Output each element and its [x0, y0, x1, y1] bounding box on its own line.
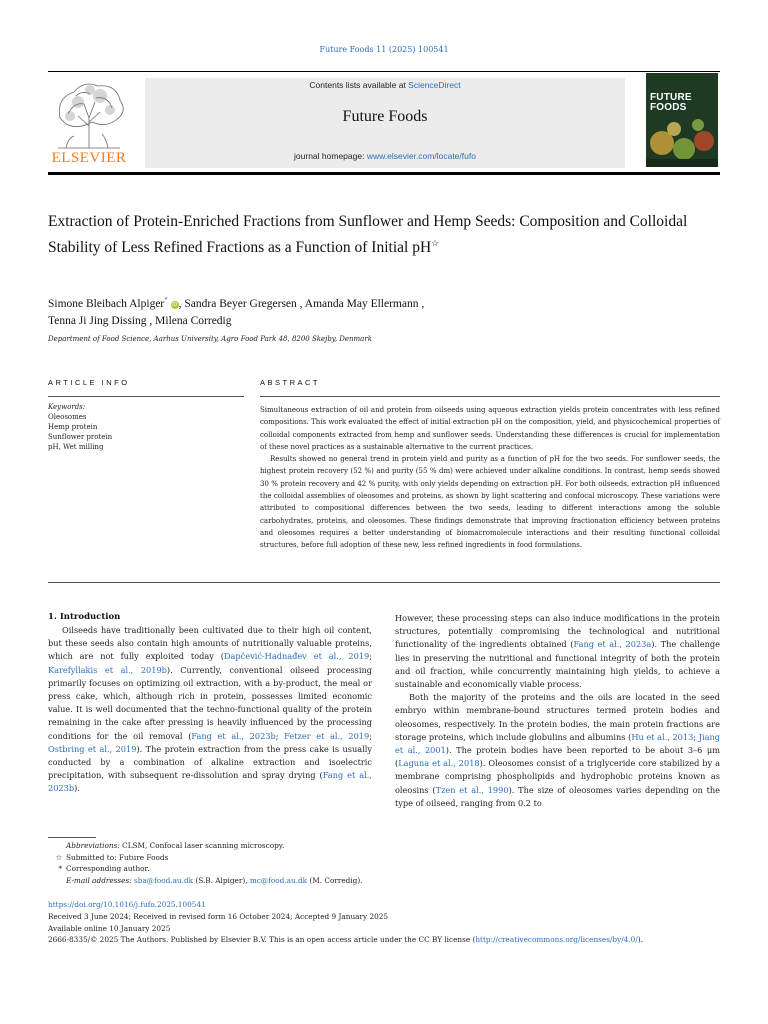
citation-link[interactable]: Dapčević-Hadnađev et al., 2019 — [223, 651, 370, 662]
citation-link[interactable]: Fang et al., 2023b — [191, 730, 276, 741]
body-paragraph — [48, 624, 372, 796]
citation-link[interactable]: Laguna et al., 2018 — [398, 758, 480, 769]
text-run: ; — [693, 731, 699, 742]
footnote-submitted — [52, 852, 712, 864]
text-run: ). The challenge lies in preserving the nutritional and functional integrity of both the protein and oil fraction, while concurrently maintaining high yields, to achieve a sustainable and economically viable process. — [395, 639, 720, 690]
body-column-right — [395, 612, 720, 810]
section-heading-introduction: 1. Introduction — [48, 612, 121, 622]
doi-link[interactable]: https://doi.org/10.1016/j.fufo.2025.100541 — [48, 900, 206, 909]
text-run: ; — [369, 651, 372, 662]
article-title — [48, 212, 708, 258]
journal-homepage-link[interactable]: www.elsevier.com/locate/fufo — [366, 151, 476, 161]
license-line — [48, 934, 720, 946]
author-name[interactable]: Amanda May Ellermann — [304, 297, 419, 310]
keywords-block — [48, 402, 244, 452]
text-run: Oilseeds have traditionally been cultivated due to their high oil content, but these seeds also contain high amounts of nutritionally valuable proteins, which are not fully exploited today ( — [48, 625, 372, 662]
keywords-label: Keywords: — [48, 403, 86, 411]
footnote-abbreviations — [52, 840, 712, 852]
abstract-bottom-rule — [48, 582, 720, 583]
citation-link[interactable]: Fang et al., 2023a — [573, 639, 652, 650]
footnote-corresponding — [52, 863, 712, 875]
author-name[interactable]: Milena Corredig — [155, 314, 232, 327]
footnote-text: Corresponding author. — [66, 864, 150, 873]
abstract-body — [260, 404, 720, 552]
author-name[interactable]: Sandra Beyer Gregersen — [184, 297, 297, 310]
contents-line — [145, 80, 625, 90]
footnote-rule — [48, 837, 96, 838]
affiliation: Department of Food Science, Aarhus University, Agro Food Park 48, 8200 Skejby, Denmark — [48, 335, 372, 343]
keyword-item: pH, Wet milling — [48, 443, 104, 451]
citation-link[interactable]: Ostbring et al., 2019 — [48, 743, 137, 754]
online-date: Available online 10 January 2025 — [48, 923, 171, 933]
footnote-text: (M. Corredig). — [307, 875, 363, 885]
footnote-text: CLSM, Confocal laser scanning microscopy. — [119, 841, 285, 850]
article-title-text: Extraction of Protein-Enriched Fractions from Sunflower and Hemp Seeds: Composition and Colloidal Stability of Less Refined Fractions as a Function of Initial pH — [48, 213, 688, 256]
abstract-rule — [260, 396, 720, 397]
citation-link[interactable]: Jiang et al., 2001 — [395, 731, 720, 756]
header-thick-rule — [48, 172, 720, 175]
email-link[interactable]: sba@food.au.dk — [134, 875, 194, 885]
elsevier-tree-icon — [48, 78, 130, 150]
author-list: Simone Bleibach Alpiger* iD , Sandra Beyer Gregersen , Amanda May Ellermann , Tenna Ji Jing Dissing , Milena Corredig — [48, 296, 425, 327]
citation-link[interactable]: Fang et al., 2023b — [48, 770, 372, 794]
abstract-paragraph: Results showed no general trend in protein yield and purity as a function of pH for the two seeds. For sunflower seeds, the highest protein recovery (52 %) and purity (55 % dm) were achieved under alkaline conditions. In contrast, hemp seeds showed 30 % protein recovery and 42 % purity, with only yields depending on extraction pH. For both oilseeds, extraction pH influenced the colloidal assemblies of oleosomes and proteins, as shown by light scattering and confocal microscopy. These variations were attributed to compositional differences between the two seeds, leading to different interactions among the soluble carbohydrates, proteins, and oleosomes. These findings demonstrate that improving fractionation efficiency between proteins and oleosomes requires a better understanding of biomacromolecule interactions and their resulting functional colloidal structures, before full adoption of these new, less refined ingredients in food formulations. — [260, 455, 720, 550]
keyword-item: Hemp protein — [48, 423, 98, 431]
body-column-left — [48, 624, 372, 796]
homepage-line — [145, 151, 625, 161]
footnote-symbol: ☆ — [55, 852, 62, 862]
license-link[interactable]: http://creativecommons.org/licenses/by/4.0/ — [475, 935, 638, 945]
text-run: ). The protein extraction from the press cake is usually conducted by a combination of alkaline extraction and isoelectric precipitation, with subsequent re-dissolution and spray drying ( — [48, 743, 372, 781]
article-info-rule — [48, 396, 244, 397]
footnote-label: Abbreviations: — [66, 841, 120, 850]
orcid-icon[interactable]: iD — [172, 301, 177, 308]
journal-title: Future Foods — [342, 108, 428, 125]
footnote-text: Submitted to: Future Foods — [66, 852, 169, 862]
text-run: ). The protein bodies have been reported to be about 3–6 μm ( — [395, 745, 720, 769]
abstract-heading: ABSTRACT — [260, 378, 321, 387]
text-run: ). Oleosomes consist of a triglyceride core stabilized by a membrane comprising phospholipids and hydrophobic proteins known as oleosins ( — [395, 758, 720, 795]
text-run: ). Currently, conventional oilseed processing primarily focuses on optimizing oil extraction, with a by-product, the meal or press cake, which, although rich in protein, possesses limited economic value. It is well documented that the techno-functional quality of the protein remaining in the cake after pressing is heavily influenced by the processing conditions for the oil removal ( — [48, 664, 372, 741]
publisher-logo-text: ELSEVIER — [51, 150, 127, 166]
title-footnote-mark[interactable]: ☆ — [431, 237, 440, 248]
corresponding-mark[interactable]: * — [164, 296, 168, 304]
citation-link[interactable]: Tzen et al., 1990 — [435, 784, 509, 795]
article-info-heading: ARTICLE INFO — [48, 378, 130, 387]
email-link[interactable]: mc@food.au.dk — [249, 875, 308, 885]
author-name[interactable]: Tenna Ji Jing Dissing — [48, 314, 147, 327]
text-run: However, these processing steps can also induce modifications in the protein structures, potentially compromising the technological and nutritional functionality of the ingredients obtained ( — [395, 613, 720, 650]
publication-info — [48, 899, 720, 946]
footnote-symbol: * — [58, 864, 62, 873]
citation-link[interactable]: Fetzer et al., 2019 — [284, 730, 370, 741]
license-text: ). — [637, 935, 643, 945]
keyword-item: Sunflower protein — [48, 433, 113, 441]
cover-food-icon — [646, 73, 718, 167]
received-dates: Received 3 June 2024; Received in revised form 16 October 2024; Accepted 9 January 2025 — [48, 911, 389, 921]
header-rule — [48, 71, 720, 72]
author-name[interactable]: Simone Bleibach Alpiger — [48, 297, 165, 310]
text-run: ). The size of oleosomes varies depending on the type of oilseed, ranging from 0.2 to — [395, 784, 720, 808]
citation-link[interactable]: Karefyllakis et al., 2019b — [48, 664, 167, 675]
journal-cover-thumbnail[interactable] — [646, 73, 718, 167]
body-paragraph — [395, 612, 720, 691]
abstract-paragraph: Simultaneous extraction of oil and protein from oilseeds using aqueous extraction yields protein concentrates with less refined compositions. This work evaluated the effect of initial extraction pH on the composition, yield, and physicochemical properties of colloidal components extracted from hemp and sunflower seeds. Understanding these differences is crucial for implementation of these novel practices as a sustainable alternative to the current practices. — [260, 406, 720, 451]
footnote-label: E-mail addresses: — [66, 875, 132, 885]
footnote-emails — [52, 875, 712, 887]
license-text: 2666-8335/© 2025 The Authors. Published by Elsevier B.V. This is an open access article under the CC BY license ( — [48, 935, 476, 945]
text-run: ; — [369, 730, 372, 741]
text-run: ). — [74, 783, 80, 794]
footnotes — [52, 840, 712, 886]
citation-link[interactable]: Hu et al., 2013 — [631, 731, 694, 742]
sciencedirect-link[interactable]: ScienceDirect — [408, 80, 461, 90]
footnote-text: (S.B. Alpiger), — [193, 875, 250, 885]
text-run: ; — [275, 730, 285, 741]
body-paragraph — [395, 691, 720, 810]
keyword-item: Oleosomes — [48, 413, 87, 421]
cover-title: FUTURE FOODS — [650, 92, 692, 113]
running-head[interactable]: Future Foods 11 (2025) 100541 — [319, 45, 449, 54]
contents-prefix: Contents lists available at — [309, 80, 409, 90]
homepage-prefix: journal homepage: — [294, 151, 367, 161]
text-run: Both the majority of the proteins and the oils are located in the seed embryo within membrane-bound structures termed protein bodies and oleosomes, respectively. In the protein bodies, the main protein fractions are storage proteins, which include globulins and albumins ( — [395, 692, 720, 742]
